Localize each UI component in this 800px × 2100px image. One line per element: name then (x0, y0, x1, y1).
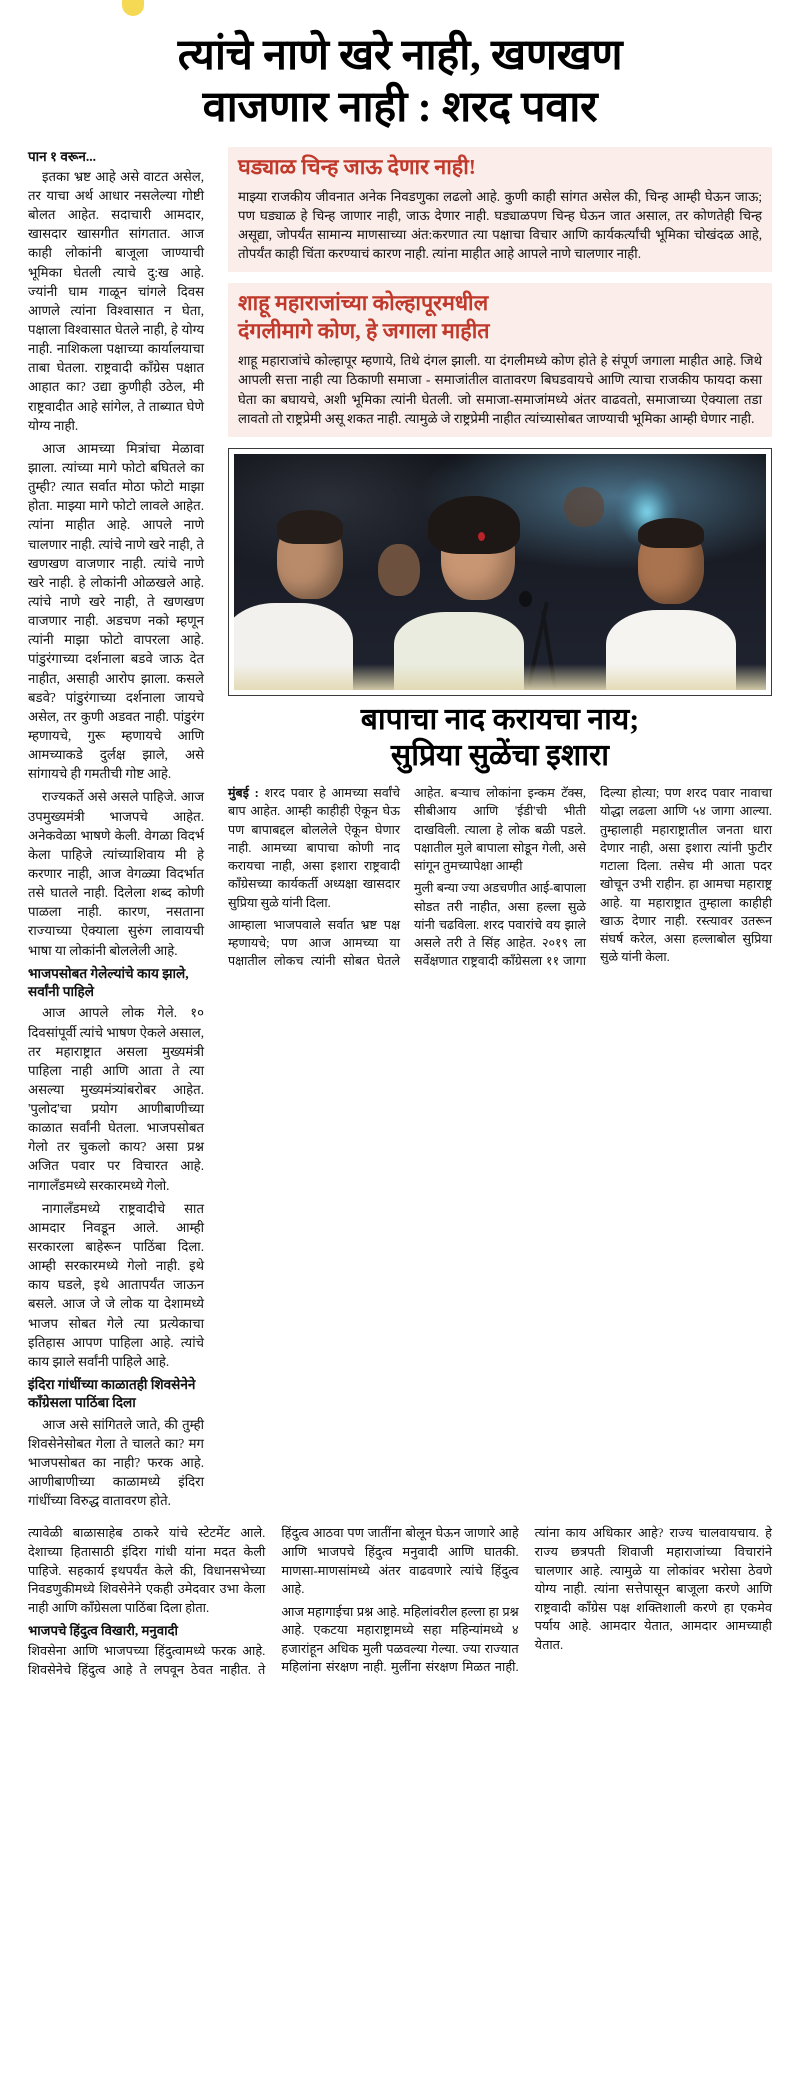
highlight-title-line-2: दंगलीमागे कोण, हे जगाला माहीत (238, 319, 490, 344)
highlight-text: शाहू महाराजांचे कोल्हापूर म्हणाये, तिथे दंगल झाली. या दंगलीमध्ये कोण होते हे संपूर्ण जगाला माहीत आहे. जिथे आपली सत्ता नाही त्या ठिकाणी समाजा - समाजांतील वातावरण बिघडवायचे आणि त्याचा राजकीय फायदा कसा घेता का बघायचे, अशी भूमिका त्यांनी घेतली. जो समाजा-समाजांमध्ये अंतर वाढवतो, समाजाच्या ऐक्याला तडा लावतो तो राष्ट्रप्रेमी असू शकत नाही. त्यामुळे जे राष्ट्रप्रेमी नाहीत त्यांच्यासोबत जाण्याची भूमिका आम्ही घेणार नाही. (238, 353, 762, 426)
foreground-blur (234, 664, 766, 690)
headline-line-1: त्यांचे नाणे खरे नाही, खणखण (177, 32, 623, 79)
highlight-box-clock-symbol (228, 147, 772, 273)
bottom-story-columns (28, 1524, 772, 1679)
photo-frame (228, 448, 772, 696)
paragraph: राज्यकर्ते असे असले पाहिजे. आज उपमुख्यमंत्री भाजपचे आहेत. अनेकवेळा भाषणे केली. वेगळा विदर्भ केला पाहिजे त्यांच्याशिवाय मी हे करणार नाही, आज वेगळ्या विदर्भात तसे घातले नाही. दिलेला शब्द कोणी पाळला नाही. कारण, नसताना राज्याच्या ऐक्याला सुरुंग लावायची भाषा या लोकांनी बोललेली आहे. (28, 789, 204, 958)
person-right-hair (638, 518, 704, 548)
bottom-paragraph: त्यावेळी बाळासाहेब ठाकरे यांचे स्टेटमेंट आले. देशाच्या हितासाठी इंदिरा गांधी यांना मदत केली पाहिजे. सहकार्य इथपर्यंत केले की, विधानसभेच्या निवडणुकीमध्ये शिवसेनेने एकही उमेदवार उभा केला नाही आणि काँग्रेसला पाठिंबा दिला होता. (28, 1526, 266, 1615)
paragraph: आज असे सांगितले जाते, की तुम्ही शिवसेनेसोबत गेला ते चालते का? मग भाजपसोबत का नाही? फरक आहे. आणीबाणीच्या काळामध्ये इंदिरा गांधींच्या विरुद्ध वातावरण होते. (28, 1416, 204, 1509)
story-paragraph: मुली बन्या ज्या अडचणीत आई-बापाला सोडत तरी नाहीत, असा हल्ला सुळे यांनी चढविला. शरद पवारांचे वय झाले असले तरी ते सिंह आहेत. २०१९ ला सर्वेक्षणात राष्ट्रवादी काँग्रेसला ११ जागा दिल्या होत्या; पण शरद पवार नावाचा योद्धा लढला आणि ५४ जागा आल्या. तुम्हालाही महाराष्ट्रातील जनता धारा देणार नाही, असा इशारा त्यांनी फुटीर गटाला दिला. तसेच मी आता पदर खोचून उभी राहीन. हा आमचा महाराष्ट्र आहे. या महाराष्ट्रात तुम्हाला काहीही खाऊ देणार नाही. रस्त्यावर उतरून संघर्ष करेल, असा हल्लाबोल सुप्रिया सुळे यांनी केला. (414, 786, 772, 969)
paragraph: आज आपले लोक गेले. १० दिवसांपूर्वी त्यांचे भाषण ऐकले असाल, तर महाराष्ट्रात असला मुख्यमंत्री पाहिला नाही आणि आता ते त्या असल्या मुख्यमंत्र्यांबरोबर आहेत. 'पुलोद'चा प्रयोग आणीबाणीच्या काळात सर्वांनी घेतला. भाजपसोबत गेलो तर चुकलो काय? असा प्रश्न अजित पवार पर विचारत आहे. नागालँडमध्ये सरकारमध्ये गेलो. (28, 1005, 204, 1193)
person-center-hair (428, 496, 520, 554)
jump-line: पान १ वरून... (28, 148, 97, 164)
subheading: भाजपसोबत गेलेल्यांचे काय झाले, सर्वांनी पाहिले (28, 965, 189, 1000)
upper-content-area (28, 147, 772, 1515)
right-column (214, 147, 772, 1515)
story-text: शरद पवार हे आमच्या सर्वांचे बाप आहेत. आम्ही काहीही ऐकून घेऊ पण बापाबद्दल बोललेले ऐकून घेणार नाही. आमच्या बापाचा कोणी नाद करायचा नाही, असा इशारा राष्ट्रवादी काँग्रेसच्या कार्यकर्ती अध्यक्षा खासदार सुप्रिया सुळे यांनी दिला. (228, 786, 400, 910)
highlight-title (238, 290, 762, 346)
paragraph: इतका भ्रष्ट आहे असे वाटत असेल, तर याचा अर्थ आधार नसलेल्या गोष्टी बोलत आहेत. सदाचारी आमदार, खासदार खासगीत सांगतात. आज काही लोकांनी बाजूला जाण्याची भूमिका घेतली त्याचे दु:ख आहे. ज्यांनी घाम गाळून चांगले दिवस आणले त्यांना विश्वासात न घेता, पक्षाला विश्वासात घेतले नाही, हे योग्य नाही. नाशिकला पक्षाच्या कार्यालयाचा ताबा घेतला. राष्ट्रवादी काँग्रेस पक्षात आहात का? उद्या कुणीही उठेल, मी राष्ट्रवादीत आहे सांगेल, ते ताब्यात घेणे योग्य नाही. (28, 168, 204, 433)
highlight-title-line-1: शाहू महाराजांच्या कोल्हापूरमधील (238, 291, 489, 316)
story-columns (228, 784, 772, 971)
story-paragraph (228, 784, 400, 912)
page-title (28, 30, 772, 135)
paragraph: आज आमच्या मित्रांचा मेळावा झाला. त्यांच्या मागे फोटो बघितले का तुम्ही? त्यात सर्वात मोठा फोटो माझा होता. माझ्या मागे फोटो लावले आहेत. त्यांना माहीत आहे. आपले नाणे चालणार नाही. त्यांचे नाणे खरे नाही, ते खणखण वाजणार नाही. त्यांचे नाणे खरे नाही. हे लोकांनी ओळखले आहे. त्यांचे नाणे खरे नाही, ते खणखण वाजणार नाही. अडचण नको म्हणून त्यांनी माझा फोटो वापरला आहे. पांडुरंगाच्या दर्शनाला बडवे जाऊ देत नाहीत, असाही आरोप झाला. कसले बडवे? पांडुरंगाच्या दर्शनाला जायचे असेल, तर कुणी अडवत नाही. पांडुरंग म्हणायचे, गुरू म्हणायचे आणि आमच्याकडे दुर्लक्ष झाले, असे सांगायचे ही गमतीची गोष्ट आहे. (28, 440, 204, 782)
dateline: मुंबई : (228, 786, 259, 801)
bottom-paragraph: आज महागाईचा प्रश्न आहे. महिलांवरील हल्ला हा प्रश्न आहे. एकटया महाराष्ट्रामध्ये सहा महिन्यांमध्ये ४ हजारांहून अधिक मुली पळवल्या गेल्या. ज्या राज्यात महिलांना संरक्षण नाही. मुलींना संरक्षण मिळत नाही. त्यांना काय अधिकार आहे? राज्य चालवायचाय. हे राज्य छत्रपती शिवाजी महाराजांच्या विचारांने चालणार आहे. त्यामुळे या लोकांवर भरोसा ठेवणे योग्य नाही. त्यांना सत्तेपासून बाजूला करणे आणि राष्ट्रवादी काँग्रेस पक्ष शक्तिशाली करणे हा एकमेव पर्याय आहे. आमदार येतात, आमदार आमच्याही येतात. (281, 1526, 772, 1675)
secondary-headline-line-1: बापाचा नाद करायचा नाय; (360, 702, 640, 736)
secondary-headline (228, 702, 772, 775)
bottom-subheading: भाजपचे हिंदुत्व विखारी, मनुवादी (28, 1623, 178, 1639)
microphone-head (519, 591, 532, 607)
news-photo (234, 454, 766, 690)
highlight-text: माझ्या राजकीय जीवनात अनेक निवडणुका लढलो आहे. कुणी काही सांगत असेल की, चिन्ह आम्ही घेऊन जाऊ; पण घड्याळ हे चिन्ह जाणार नाही, जाऊ देणार नाही. घड्याळपण चिन्ह घेऊन जात असाल, तर कोणतेही चिन्ह असूद्या, जोपर्यंत सामान्य माणसाच्या अंत:करणात त्या पक्षाचा विचार आणि कार्यकर्त्यांची भूमिका चोखंदळ आहे, तोपर्यंत काही चिंता करण्याचं कारण नाही. त्यांना माहीत आहे आपले नाणे चालणार नाही. (238, 188, 762, 262)
left-column (28, 147, 214, 1515)
person-background-head (564, 487, 604, 527)
person-background-head (378, 544, 420, 596)
bindi (478, 532, 485, 541)
story-paragraph: आम्हाला भाजपवाले सर्वात भ्रष्ट पक्ष म्हणायचे; पण आज आमच्या या पक्षातील लोकच त्यांनी सोबत घेतले आहेत. बऱ्याच लोकांना इन्कम टॅक्स, सीबीआय आणि 'ईडी'ची भीती दाखविली. त्याला हे लोक बळी पडले. पक्षातील मुले बापाला सोडून गेली, असे सांगून तुमच्यापेक्षा आम्ही (228, 786, 586, 969)
masthead (28, 0, 772, 135)
highlight-box-kolhapur (228, 283, 772, 436)
bottom-paragraph: शिवसेना आणि भाजपच्या हिंदुत्वामध्ये फरक आहे. शिवसेनेचे हिंदुत्व आहे ते लपवून ठेवत नाहीत. ते हिंदुत्व आठवा पण जातींना बोलून घेऊन जाणारे आहे आणि भाजपचे हिंदुत्व मनुवादी आणि घातकी. माणसा-माणसांमध्ये अंतर वाढवणारे त्यांचे हिंदुत्व आहे. (28, 1526, 519, 1677)
subheading: इंदिरा गांधींच्या काळातही शिवसेनेने काँग्रेसला पाठिंबा दिला (28, 1377, 196, 1411)
highlight-title: घड्याळ चिन्ह जाऊ देणार नाही! (238, 154, 476, 179)
person-left-hair (277, 510, 343, 544)
paragraph: नागालँडमध्ये राष्ट्रवादीचे सात आमदार निवडून आले. आम्ही सरकारला बाहेरून पाठिंबा दिला. आम्ही सरकारमध्ये गेलो नाही. इथे काय घडले, इथे आतापर्यंत जाऊन बसले. आज जे जे लोक या देशामध्ये भाजप सोबत गेले त्या प्रत्येकाचा इतिहास आपण पाहिला आहे. त्यांचे काय झाले सर्वांनी पाहिले आहे. (28, 1200, 204, 1369)
headline-line-2: वाजणार नाही : शरद पवार (202, 84, 598, 132)
secondary-headline-line-2: सुप्रिया सुळेंचा इशारा (390, 739, 610, 773)
